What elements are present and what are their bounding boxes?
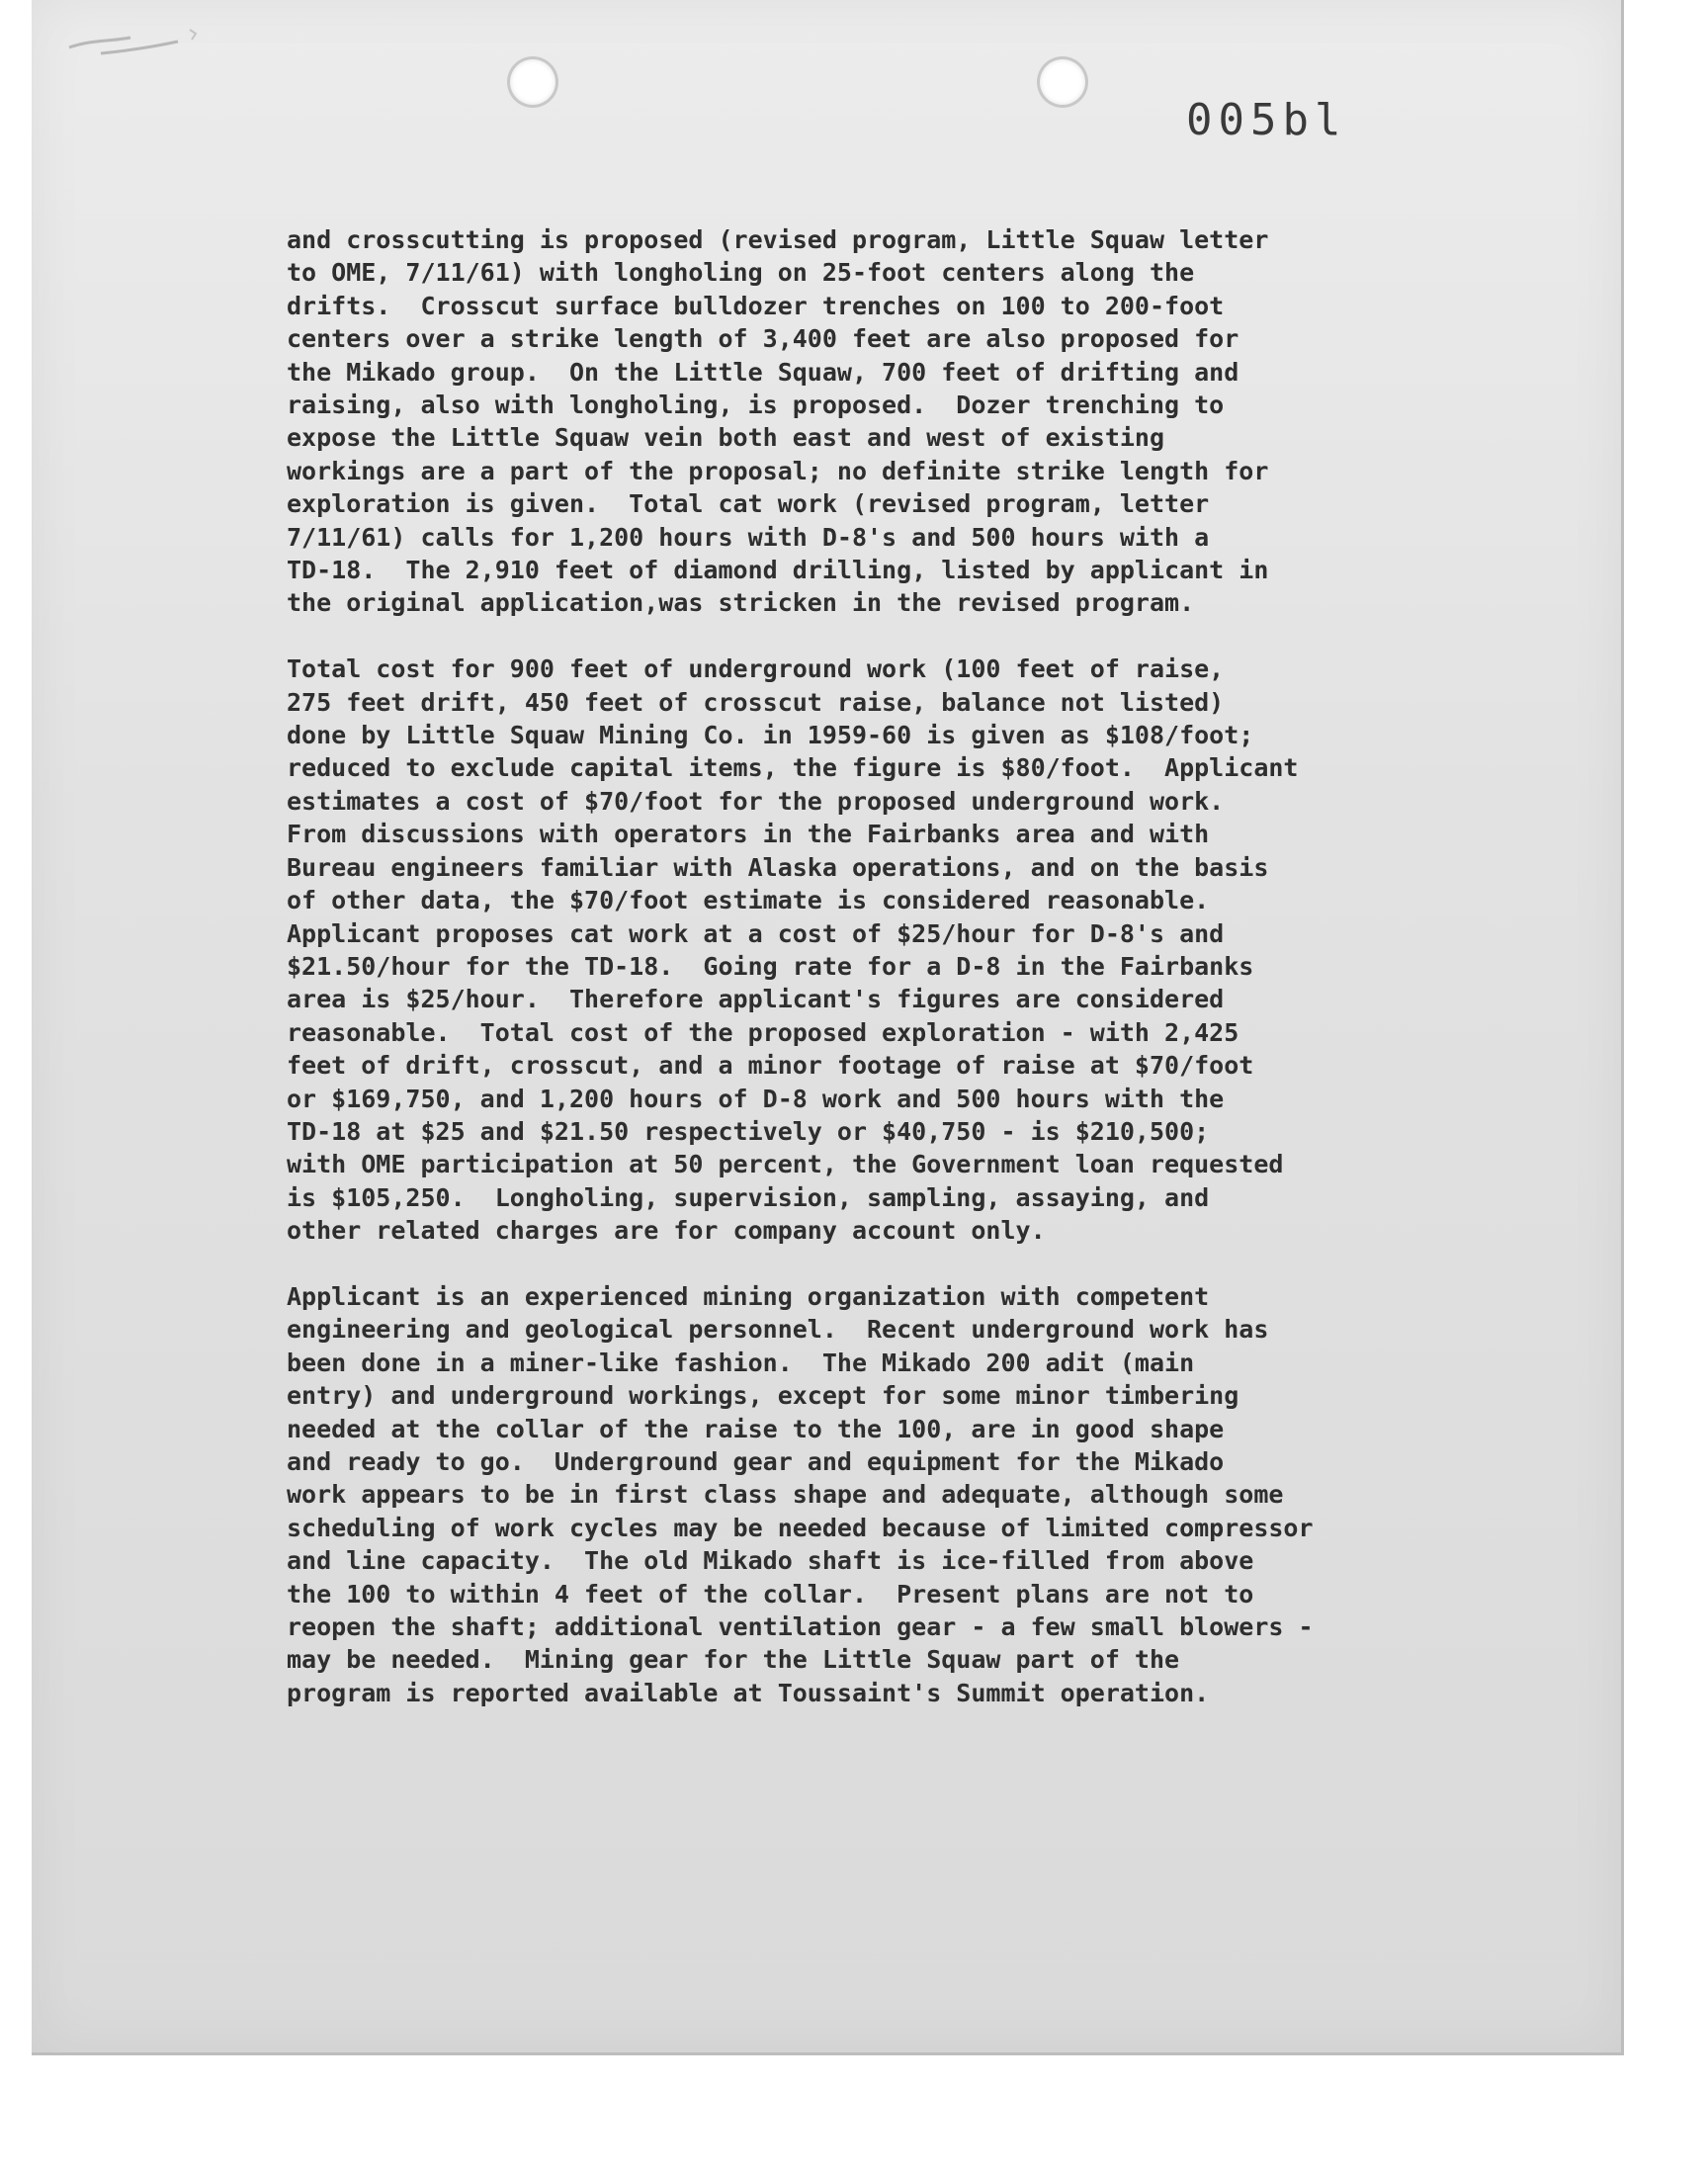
text-line: the original application,was stricken in the revised program. — [287, 588, 1195, 618]
text-line: 7/11/61) calls for 1,200 hours with D-8's and 500 hours with a — [287, 522, 1210, 552]
paragraph-2 — [287, 652, 1483, 1247]
text-line: From discussions with operators in the Fairbanks area and with — [287, 820, 1210, 849]
text-line: needed at the collar of the raise to the 100, are in good shape — [287, 1414, 1225, 1443]
text-line: or $169,750, and 1,200 hours of D-8 work and 500 hours with the — [287, 1084, 1225, 1113]
text-line: with OME participation at 50 percent, the Government loan requested — [287, 1150, 1284, 1179]
text-line: exploration is given. Total cat work (revised program, letter — [287, 489, 1210, 519]
paragraph-3 — [287, 1280, 1483, 1709]
text-line: reopen the shaft; additional ventilation gear - a few small blowers - — [287, 1612, 1314, 1642]
text-line: and line capacity. The old Mikado shaft is ice-filled from above — [287, 1546, 1254, 1576]
text-line: raising, also with longholing, is proposed. Dozer trenching to — [287, 391, 1225, 420]
text-line: been done in a miner-like fashion. The Mikado 200 adit (main — [287, 1348, 1195, 1377]
text-line: and ready to go. Underground gear and equipment for the Mikado — [287, 1447, 1225, 1476]
text-line: is $105,250. Longholing, supervision, sampling, assaying, and — [287, 1182, 1210, 1212]
text-line: drifts. Crosscut surface bulldozer trenches on 100 to 200-foot — [287, 291, 1225, 320]
text-line: Bureau engineers familiar with Alaska operations, and on the basis — [287, 852, 1269, 882]
text-line: of other data, the $70/foot estimate is considered reasonable. — [287, 886, 1210, 915]
text-line: the Mikado group. On the Little Squaw, 700 feet of drifting and — [287, 357, 1239, 387]
text-line: centers over a strike length of 3,400 feet are also proposed for — [287, 324, 1239, 354]
text-line: program is reported available at Toussaint's Summit operation. — [287, 1678, 1210, 1707]
text-line: scheduling of work cycles may be needed because of limited compressor — [287, 1513, 1314, 1542]
text-line: $21.50/hour for the TD-18. Going rate for a D-8 in the Fairbanks — [287, 951, 1254, 981]
text-line: area is $25/hour. Therefore applicant's figures are considered — [287, 985, 1225, 1014]
text-line: and crosscutting is proposed (revised program, Little Squaw letter — [287, 225, 1269, 254]
body-text — [287, 223, 1483, 1743]
text-line: may be needed. Mining gear for the Little Squaw part of the — [287, 1645, 1180, 1675]
text-line: 275 feet drift, 450 feet of crosscut raise, balance not listed) — [287, 687, 1225, 717]
text-line: entry) and underground workings, except for some minor timbering — [287, 1381, 1239, 1411]
text-line: done by Little Squaw Mining Co. in 1959-60 is given as $108/foot; — [287, 721, 1254, 750]
text-line: TD-18 at $25 and $21.50 respectively or $40,750 - is $210,500; — [287, 1116, 1210, 1146]
text-line: estimates a cost of $70/foot for the proposed underground work. — [287, 786, 1225, 816]
text-line: to OME, 7/11/61) with longholing on 25-foot centers along the — [287, 258, 1195, 288]
text-line: engineering and geological personnel. Recent underground work has — [287, 1315, 1269, 1345]
text-line: Applicant proposes cat work at a cost of $25/hour for D-8's and — [287, 918, 1225, 948]
paragraph-1 — [287, 223, 1483, 620]
page-number: 005bl — [1186, 95, 1347, 145]
text-line: reasonable. Total cost of the proposed exploration - with 2,425 — [287, 1017, 1239, 1047]
text-line: work appears to be in first class shape and adequate, although some — [287, 1480, 1284, 1510]
text-line: other related charges are for company account only. — [287, 1216, 1046, 1246]
text-line: TD-18. The 2,910 feet of diamond drilling, listed by applicant in — [287, 556, 1269, 585]
text-line: workings are a part of the proposal; no definite strike length for — [287, 456, 1269, 485]
text-line: expose the Little Squaw vein both east and west of existing — [287, 423, 1165, 453]
text-line: Total cost for 900 feet of underground work (100 feet of raise, — [287, 654, 1225, 684]
text-line: the 100 to within 4 feet of the collar. Present plans are not to — [287, 1579, 1254, 1609]
punch-hole-left — [510, 59, 555, 105]
punch-hole-right — [1040, 59, 1085, 105]
text-line: Applicant is an experienced mining organization with competent — [287, 1281, 1210, 1311]
text-line: feet of drift, crosscut, and a minor footage of raise at $70/foot — [287, 1051, 1254, 1081]
scan-smudge-mark — [61, 18, 210, 77]
text-line: reduced to exclude capital items, the figure is $80/foot. Applicant — [287, 753, 1299, 783]
